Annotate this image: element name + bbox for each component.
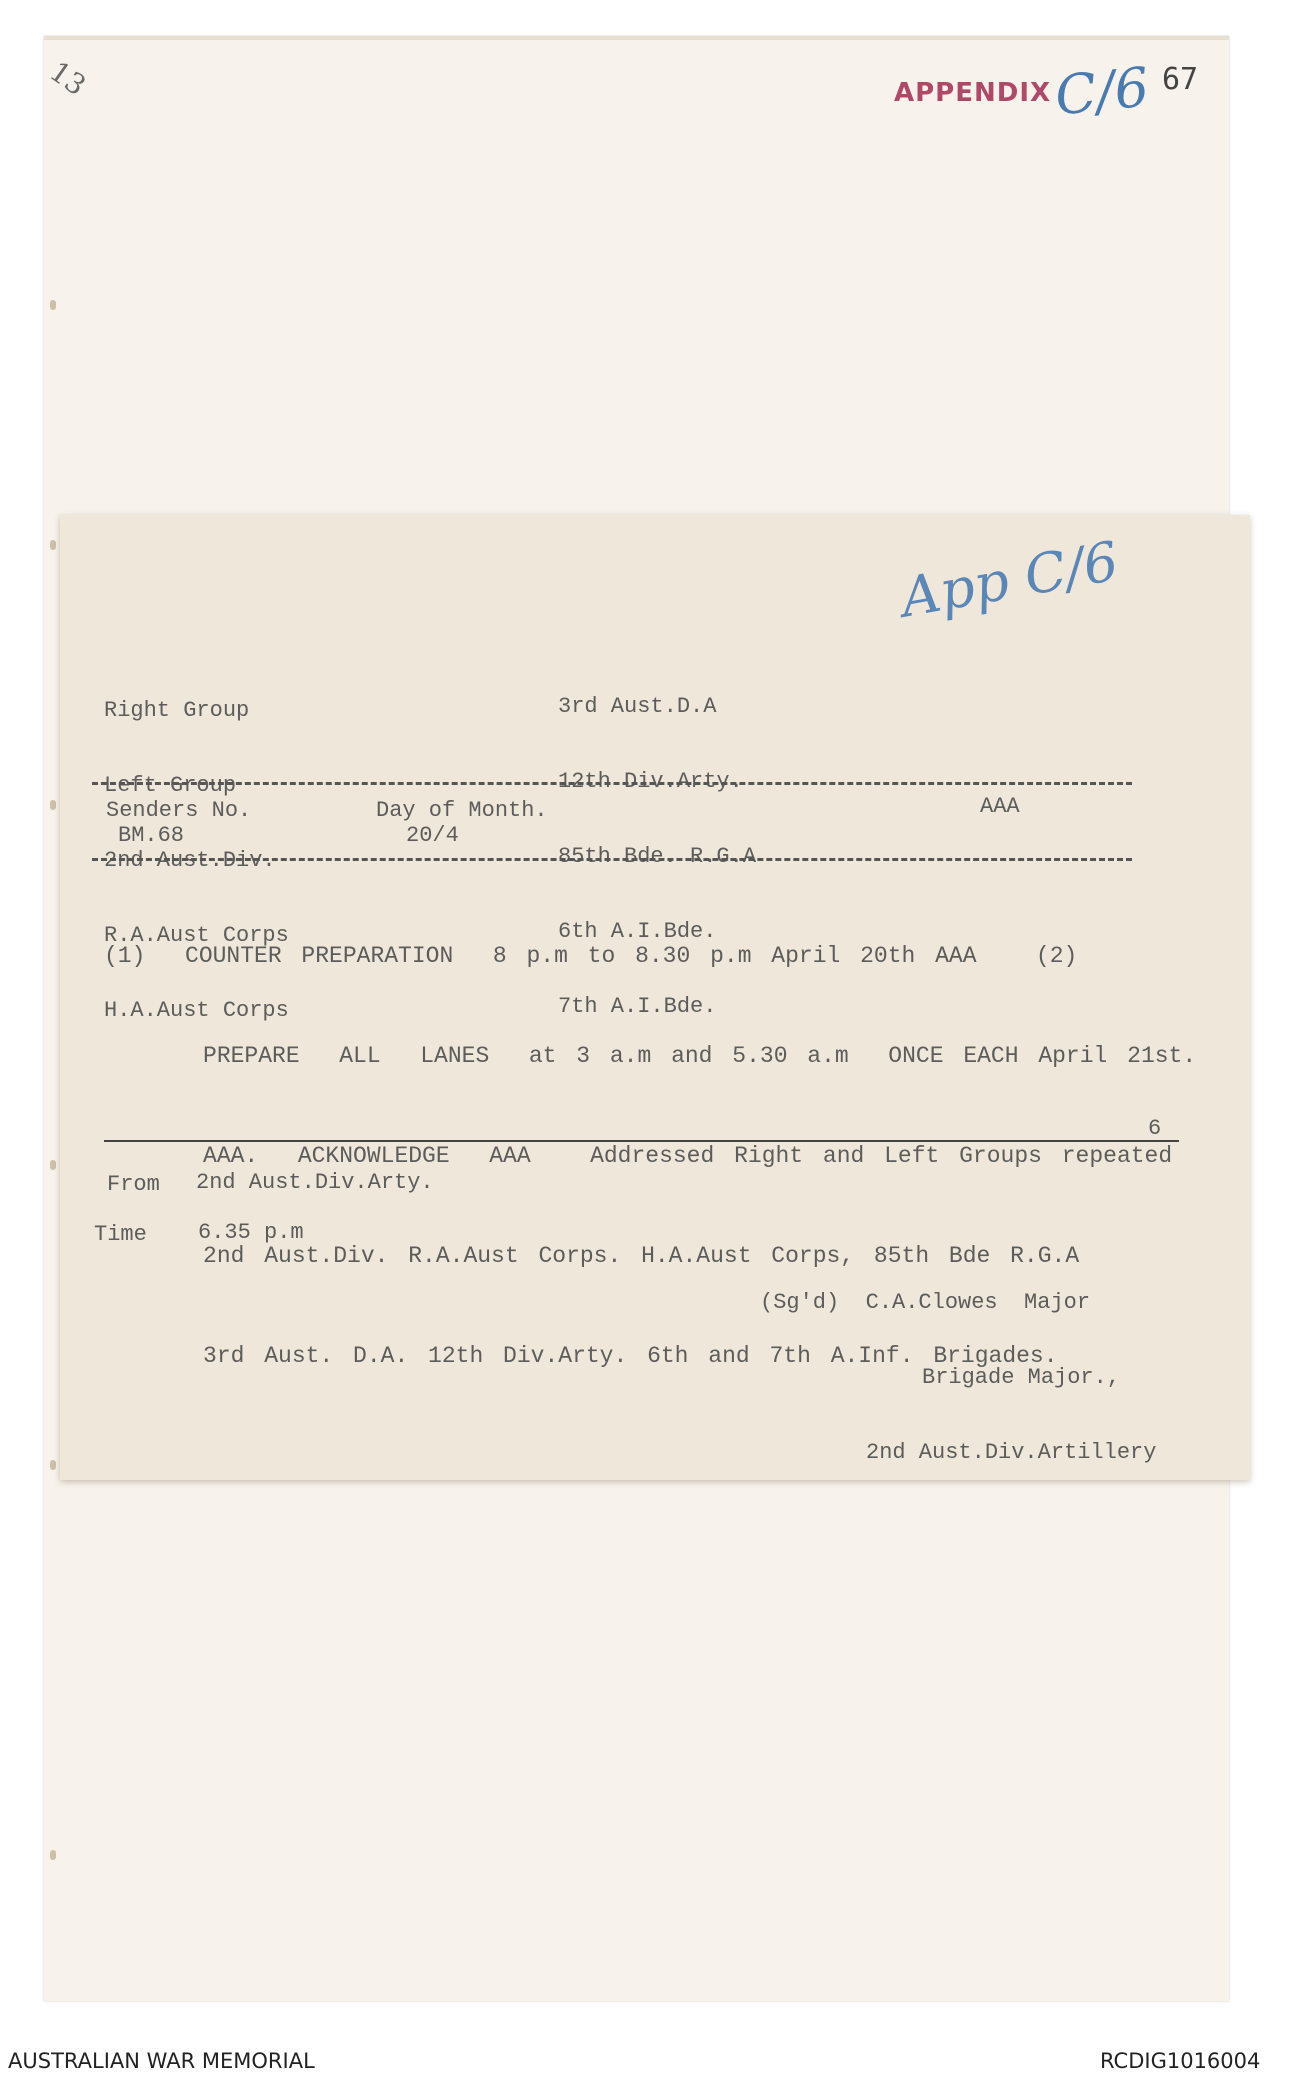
aaa-header: AAA — [980, 794, 1020, 819]
time-label: Time — [94, 1222, 147, 1247]
dashed-divider — [92, 858, 1132, 861]
signature-line: (Sg'd) C.A.Clowes Major — [760, 1290, 1091, 1315]
addressee: Left Group — [104, 773, 237, 798]
addressee: 6th A.I.Bde. — [558, 919, 717, 944]
folio-number: 67 — [1162, 62, 1199, 97]
addressee: 7th A.I.Bde. — [558, 994, 717, 1019]
addressee: Right Group — [104, 698, 250, 723]
day-of-month-label: Day of Month. — [376, 798, 548, 823]
message-line: AAA. ACKNOWLEDGE AAA Addressed Right and Left Groups repeated — [104, 1143, 1173, 1169]
footer-record-id: RCDIG1016004 — [1100, 2049, 1261, 2073]
senders-no-value: BM.68 — [118, 823, 185, 848]
appendix-handwritten-ref: C/6 — [1051, 55, 1152, 128]
corner-pencil-note: 13 — [43, 54, 92, 103]
addressee: 12th Div.Arty. — [558, 769, 743, 794]
footer-institution: AUSTRALIAN WAR MEMORIAL — [8, 2049, 315, 2073]
addressee: R.A.Aust Corps — [104, 923, 289, 948]
sheet-edge — [44, 36, 1229, 40]
appendix-stamp: APPENDIX — [894, 78, 1052, 108]
message-line: (1) COUNTER PREPARATION 8 p.m to 8.30 p.m April 20th AAA (2) — [104, 943, 1078, 969]
from-value: 2nd Aust.Div.Arty. — [196, 1170, 434, 1195]
day-of-month-value: 20/4 — [406, 823, 459, 848]
message-line: PREPARE ALL LANES at 3 a.m and 5.30 a.m ONCE EACH April 21st. — [104, 1043, 1197, 1069]
addressee: 85th Bde. R.G.A — [558, 844, 757, 869]
addressee: 3rd Aust.D.A — [558, 694, 717, 719]
time-value: 6.35 p.m — [198, 1220, 304, 1245]
signature-line: 2nd Aust.Div.Artillery — [866, 1440, 1157, 1465]
addressee: H.A.Aust Corps — [104, 998, 289, 1023]
page-mark: 6 — [1148, 1116, 1162, 1141]
signature-block — [760, 1240, 1156, 1490]
form-handwritten-ref: App C/6 — [896, 529, 1123, 630]
senders-no-label: Senders No. — [106, 798, 252, 823]
message-line: 2nd Aust.Div. R.A.Aust Corps. H.A.Aust Corps, 85th Bde R.G.A — [104, 1243, 1080, 1269]
from-label: From — [107, 1172, 160, 1197]
dashed-divider — [92, 782, 1132, 785]
signature-line: Brigade Major., — [922, 1365, 1121, 1390]
solid-divider — [104, 1140, 1179, 1142]
addressee: 2nd Aust.Div. — [104, 848, 276, 873]
message-line: 3rd Aust. D.A. 12th Div.Arty. 6th and 7th A.Inf. Brigades. — [104, 1343, 1058, 1369]
